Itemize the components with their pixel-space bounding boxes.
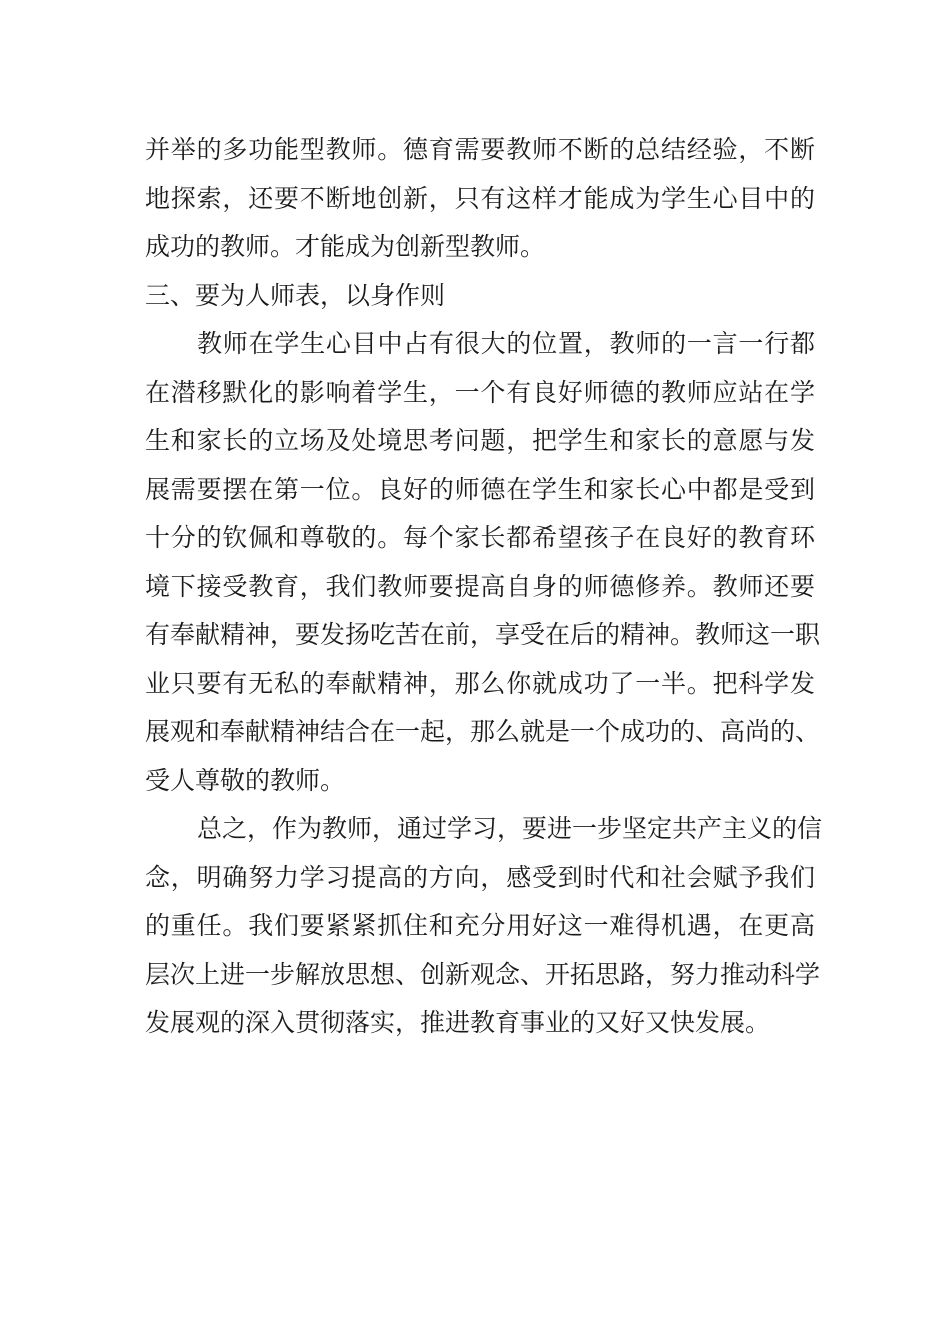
paragraph-line: 境下接受教育，我们教师要提高自身的师德修养。教师还要 xyxy=(145,571,815,601)
paragraph-line: 十分的钦佩和尊敬的。每个家长都希望孩子在良好的教育环 xyxy=(145,523,815,552)
document-body xyxy=(145,126,823,1048)
paragraph-line: 总之，作为教师，通过学习，要进一步坚定共产主义的信 xyxy=(197,814,823,843)
paragraph-line: 有奉献精神，要发扬吃苦在前，享受在后的精神。教师这一职 xyxy=(145,620,821,649)
paragraph-line: 受人尊敬的教师。 xyxy=(145,765,346,795)
paragraph-line: 地探索，还要不断地创新，只有这样才能成为学生心目中的 xyxy=(145,183,815,213)
paragraph-line: 教师在学生心目中占有很大的位置，教师的一言一行都 xyxy=(197,329,815,358)
paragraph-line: 层次上进一步解放思想、创新观念、开拓思路，努力推动科学 xyxy=(145,959,821,989)
paragraph-line: 生和家长的立场及处境思考问题，把学生和家长的意愿与发 xyxy=(145,426,815,455)
paragraph-line: 展观和奉献精神结合在一起，那么就是一个成功的、高尚的、 xyxy=(145,717,821,746)
section-heading: 三、要为人师表，以身作则 xyxy=(145,280,446,310)
paragraph-line: 并举的多功能型教师。德育需要教师不断的总结经验，不断 xyxy=(145,135,815,164)
paragraph-line: 成功的教师。才能成为创新型教师。 xyxy=(145,232,546,261)
paragraph-line: 业只要有无私的奉献精神，那么你就成功了一半。把科学发 xyxy=(145,668,815,698)
paragraph-line: 发展观的深入贯彻落实，推进教育事业的又好又快发展。 xyxy=(145,1008,771,1037)
paragraph-line: 的重任。我们要紧紧抓住和充分用好这一难得机遇，在更高 xyxy=(145,911,815,940)
paragraph-line: 展需要摆在第一位。良好的师德在学生和家长心中都是受到 xyxy=(145,474,815,504)
paragraph-line: 念，明确努力学习提高的方向，感受到时代和社会赋予我们 xyxy=(145,862,815,892)
paragraph-line: 在潜移默化的影响着学生，一个有良好师德的教师应站在学 xyxy=(145,377,815,407)
